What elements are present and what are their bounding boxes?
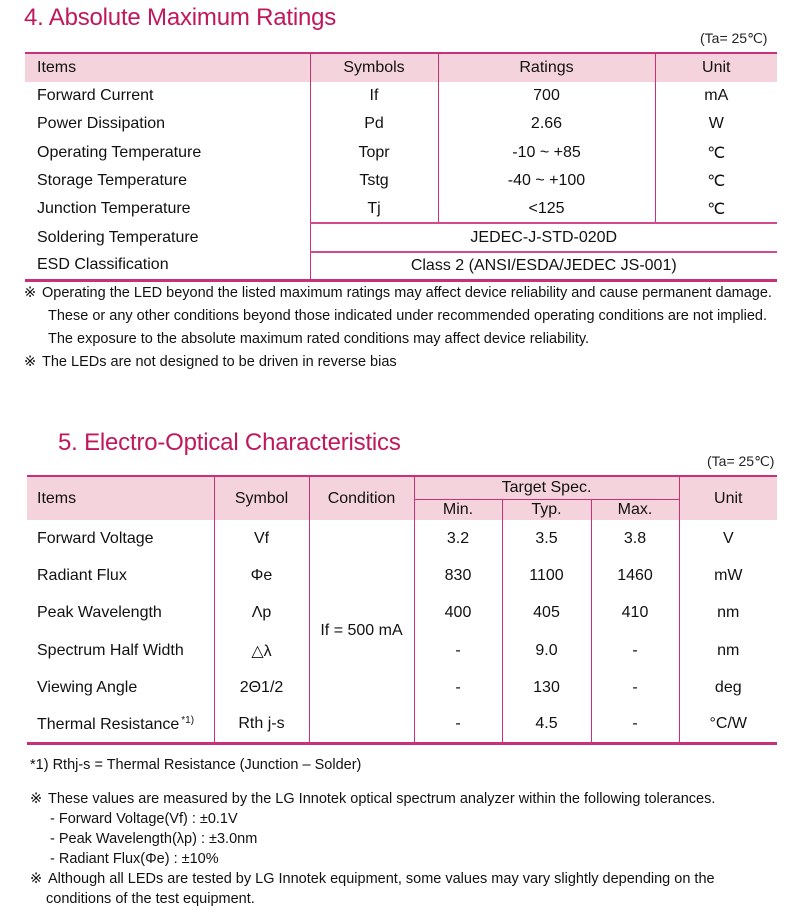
item-cell: Junction Temperature — [37, 200, 191, 218]
unit-cell: ℃ — [655, 195, 777, 223]
reference-mark-icon: ※ — [24, 285, 37, 301]
typ-cell: 4.5 — [502, 706, 591, 743]
symbol-cell: △λ — [214, 632, 309, 669]
unit-cell: nm — [679, 595, 777, 632]
unit-cell: °C/W — [679, 706, 777, 743]
symbol-cell: Λp — [214, 595, 309, 632]
esd-value-cell: Class 2 (ANSI/ESDA/JEDEC JS-001) — [310, 252, 777, 280]
item-cell: Soldering Temperature — [37, 228, 199, 246]
table-row — [25, 110, 777, 138]
table-row — [25, 223, 777, 251]
item-cell: Forward Voltage — [37, 529, 154, 547]
section-5-ta-note: (Ta= 25℃) — [707, 453, 775, 469]
min-cell: - — [414, 632, 502, 669]
typ-cell: 405 — [502, 595, 591, 632]
header-target-spec: Target Spec. — [414, 476, 679, 499]
item-cell: Radiant Flux — [37, 566, 127, 584]
max-cell: - — [591, 706, 679, 743]
table-header-row — [25, 53, 777, 82]
header-max: Max. — [591, 499, 679, 520]
section-4-ta-note: (Ta= 25℃) — [700, 30, 768, 46]
header-unit: Unit — [679, 476, 777, 520]
electro-optical-characteristics-table — [27, 475, 777, 745]
header-typ: Typ. — [502, 499, 591, 520]
min-cell: - — [414, 706, 502, 743]
item-cell: Viewing Angle — [37, 678, 138, 696]
header-unit: Unit — [655, 53, 777, 82]
tolerance-line: - Peak Wavelength(λp) : ±3.0nm — [50, 831, 258, 847]
section-4-title: 4. Absolute Maximum Ratings — [24, 4, 337, 31]
note-line: These or any other conditions beyond those indicated under recommended operating conditions are not implied. — [48, 308, 768, 324]
typ-cell: 3.5 — [502, 520, 591, 557]
min-cell: - — [414, 669, 502, 706]
max-cell: 3.8 — [591, 520, 679, 557]
unit-cell: ℃ — [655, 167, 777, 195]
reference-mark-icon: ※ — [30, 791, 43, 807]
table-row — [25, 252, 777, 280]
item-cell: Power Dissipation — [37, 115, 166, 133]
table-row — [25, 195, 777, 223]
max-cell: 410 — [591, 595, 679, 632]
header-min: Min. — [414, 499, 502, 520]
typ-cell: 1100 — [502, 557, 591, 594]
symbol-cell: If — [310, 82, 438, 110]
reference-mark-icon: ※ — [30, 871, 43, 887]
item-cell: Thermal Resistance $^{*1)}$ — [37, 714, 195, 733]
note-line: ※ Operating the LED beyond the listed maximum ratings may affect device reliability and cause permanent damage. — [24, 282, 772, 305]
header-symbols: Symbols — [310, 53, 438, 82]
symbol-cell: Φe — [214, 557, 309, 594]
note-line: ※ The LEDs are not designed to be driven in reverse bias — [24, 351, 772, 374]
header-ratings: Ratings — [438, 53, 655, 82]
condition-cell: If = 500 mA — [309, 520, 414, 744]
note-line: ※ These values are measured by the LG Innotek optical spectrum analyzer within the following tolerances. — [30, 791, 716, 807]
header-symbol: Symbol — [214, 476, 309, 520]
unit-cell: mW — [679, 557, 777, 594]
reference-mark-icon: ※ — [24, 354, 37, 370]
symbol-cell: Vf — [214, 520, 309, 557]
max-cell: 1460 — [591, 557, 679, 594]
header-items: Items — [37, 489, 77, 507]
typ-cell: 9.0 — [502, 632, 591, 669]
note-line: conditions of the test equipment. — [46, 891, 255, 907]
note-line: The exposure to the absolute maximum rated conditions may affect device reliability. — [48, 331, 590, 347]
table-row — [25, 82, 777, 110]
max-cell: - — [591, 669, 679, 706]
unit-cell: ℃ — [655, 139, 777, 167]
soldering-value-cell: JEDEC-J-STD-020D — [310, 223, 777, 251]
symbol-cell: Tstg — [310, 167, 438, 195]
symbol-cell: Topr — [310, 139, 438, 167]
section-5-notes — [30, 789, 715, 909]
unit-cell: W — [655, 110, 777, 138]
rating-cell: 2.66 — [438, 110, 655, 138]
rating-cell: <125 — [438, 195, 655, 223]
note-line: ※ Although all LEDs are tested by LG Innotek equipment, some values may vary slightly depending on the — [30, 871, 715, 887]
symbol-cell: Tj — [310, 195, 438, 223]
unit-cell: nm — [679, 632, 777, 669]
thermal-resistance-footnote: *1) Rthj-s = Thermal Resistance (Junction – Solder) — [30, 757, 362, 773]
typ-cell: 130 — [502, 669, 591, 706]
section-4-notes — [24, 282, 772, 374]
footnote-reference: *1) — [181, 714, 195, 726]
table-header-row — [27, 476, 777, 499]
symbol-cell: Rth j-s — [214, 706, 309, 743]
unit-cell: mA — [655, 82, 777, 110]
min-cell: 830 — [414, 557, 502, 594]
tolerance-line: - Forward Voltage(Vf) : ±0.1V — [50, 811, 238, 827]
header-condition: Condition — [309, 476, 414, 520]
table-row — [25, 167, 777, 195]
unit-cell: deg — [679, 669, 777, 706]
symbol-cell: Pd — [310, 110, 438, 138]
item-cell: ESD Classification — [37, 256, 169, 274]
item-cell: Peak Wavelength — [37, 604, 162, 622]
table-row — [25, 139, 777, 167]
item-cell: Spectrum Half Width — [37, 641, 184, 659]
rating-cell: 700 — [438, 82, 655, 110]
max-cell: - — [591, 632, 679, 669]
min-cell: 3.2 — [414, 520, 502, 557]
tolerance-line: - Radiant Flux(Φe) : ±10% — [50, 851, 219, 867]
table-row — [27, 520, 777, 557]
item-cell: Operating Temperature — [37, 143, 202, 161]
item-cell: Forward Current — [37, 87, 154, 105]
unit-cell: V — [679, 520, 777, 557]
symbol-cell: 2Θ1/2 — [214, 669, 309, 706]
header-items: Items — [37, 59, 77, 76]
section-5-title: 5. Electro-Optical Characteristics — [58, 429, 401, 456]
rating-cell: -40 ~ +100 — [438, 167, 655, 195]
rating-cell: -10 ~ +85 — [438, 139, 655, 167]
min-cell: 400 — [414, 595, 502, 632]
absolute-maximum-ratings-table — [25, 52, 777, 282]
item-cell: Storage Temperature — [37, 172, 188, 190]
